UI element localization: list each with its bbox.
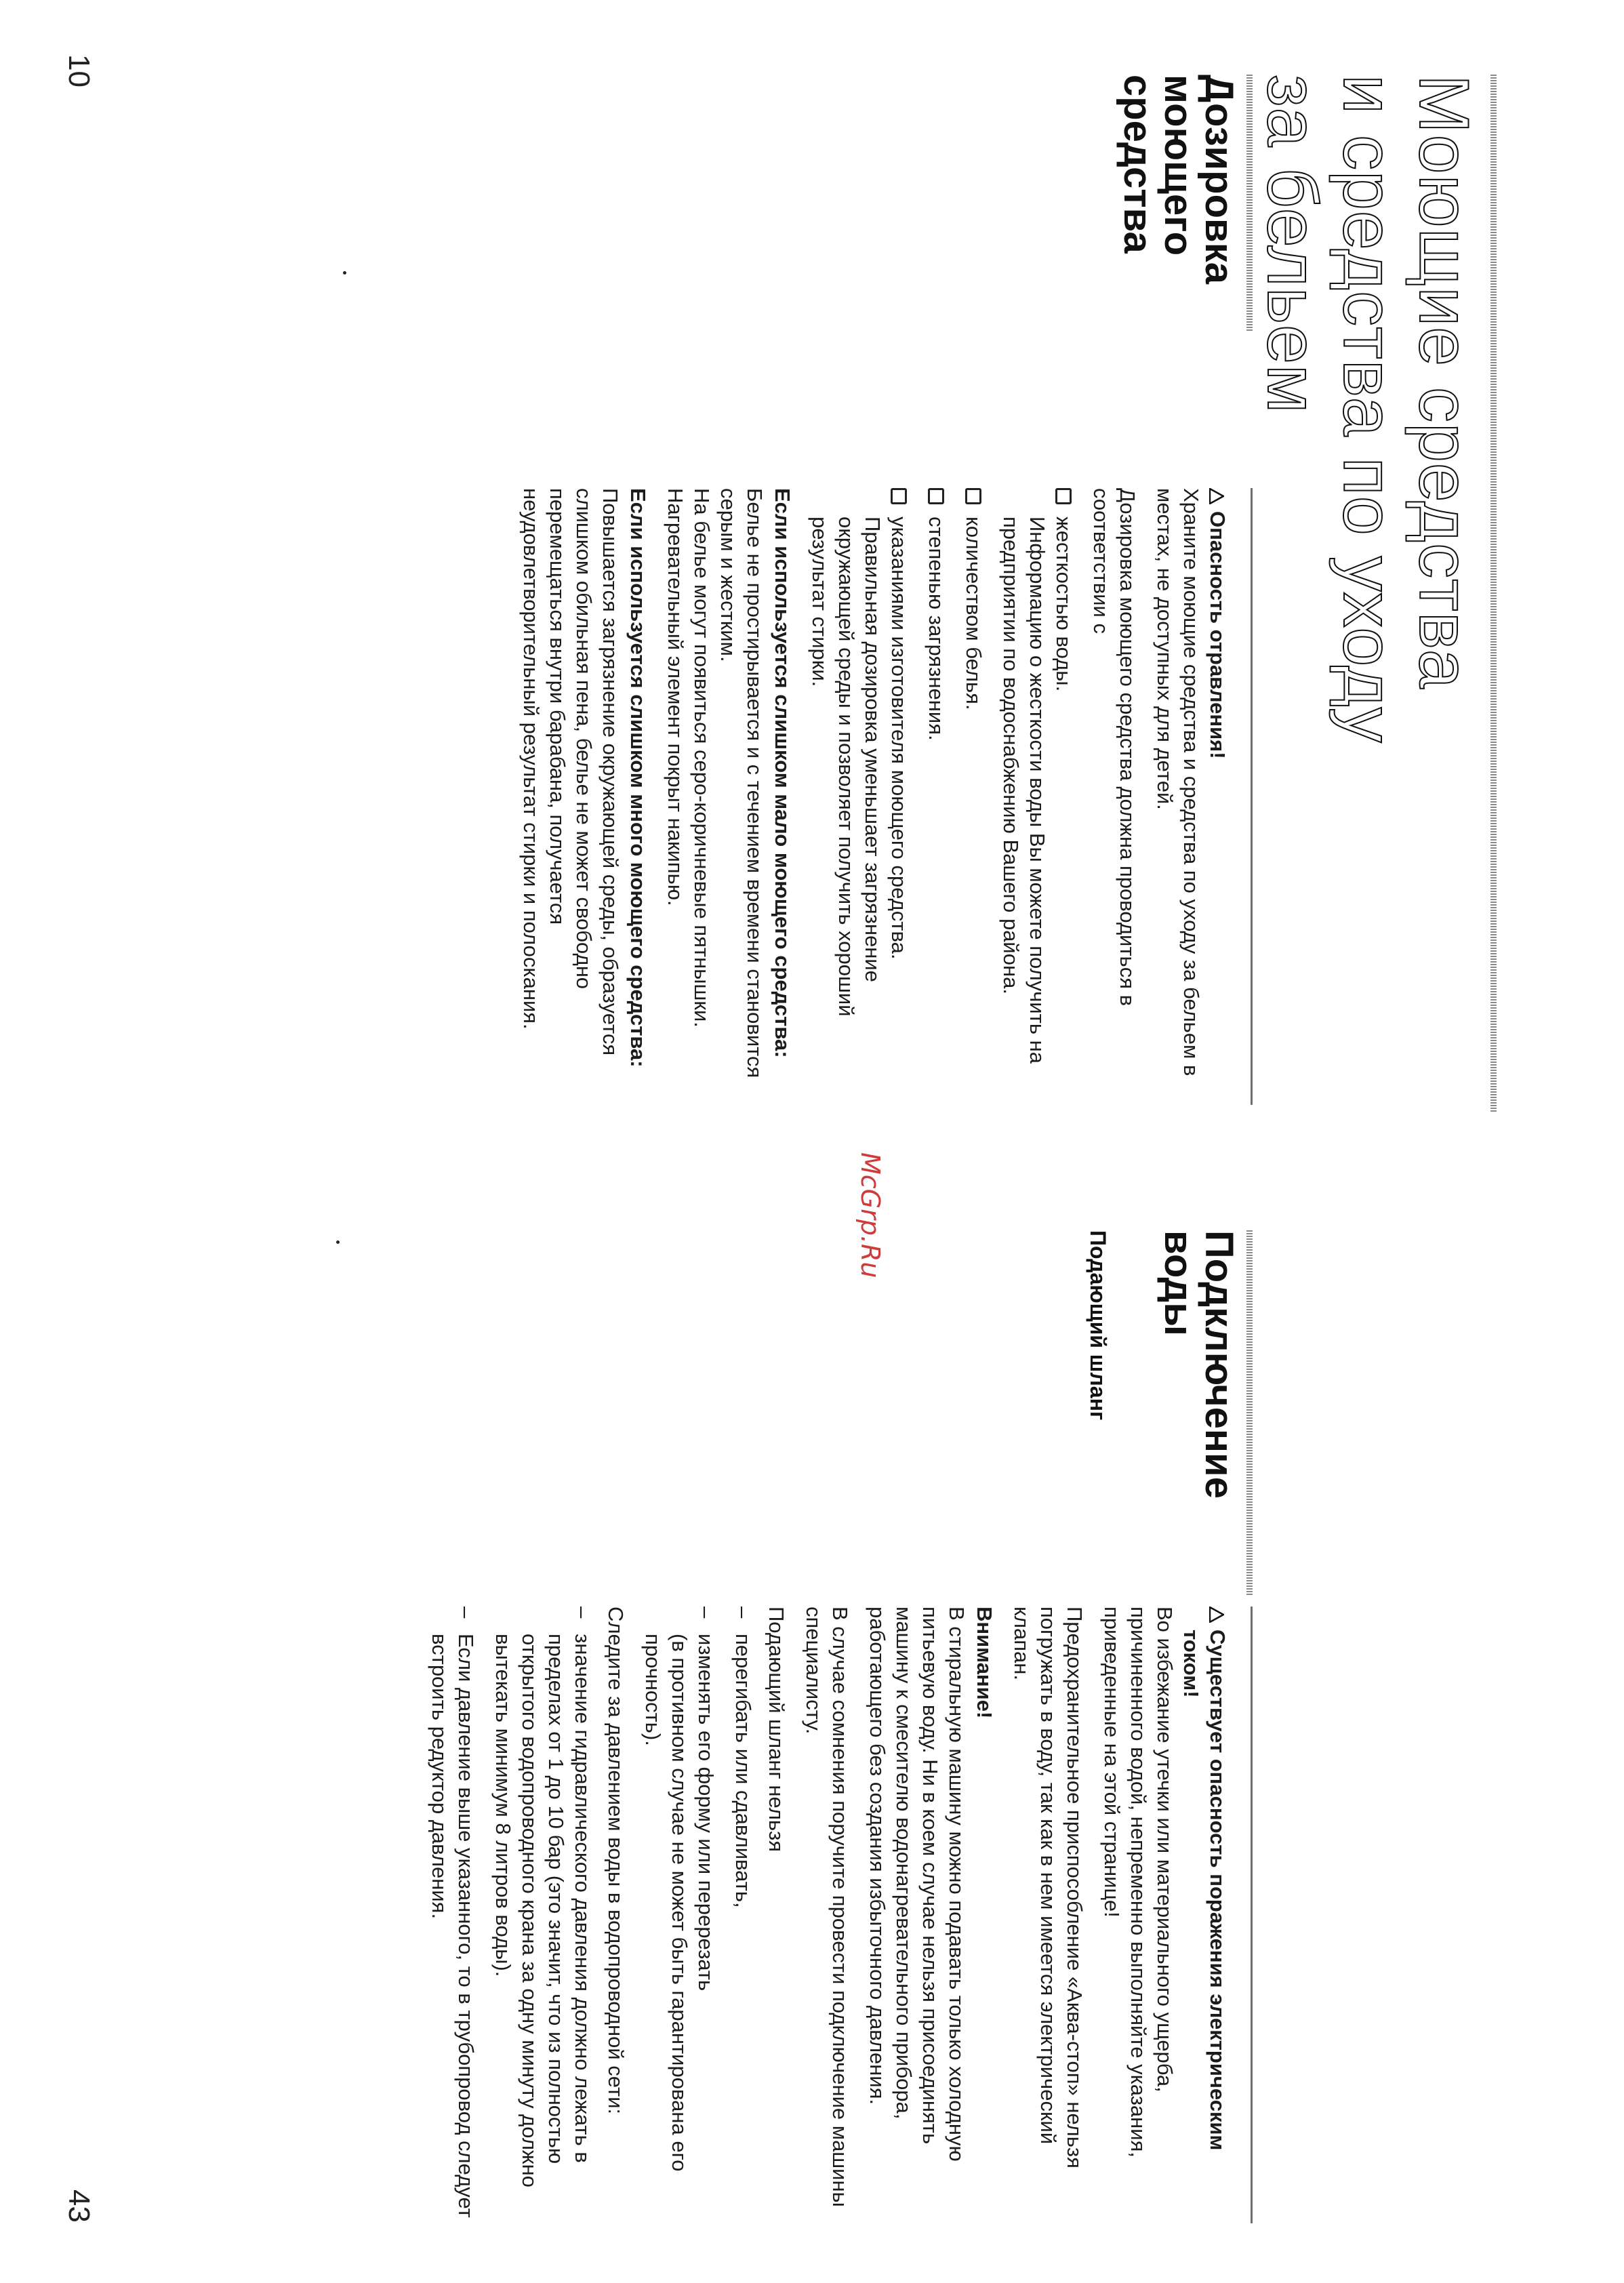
- too-much-heading: Если используется слишком много моющего средства:: [626, 488, 650, 1068]
- page-number-left: 10: [62, 54, 96, 87]
- title-line: и средства по уходу: [1328, 75, 1407, 744]
- title-top-rule: [1490, 75, 1497, 1112]
- poison-warning-text: Храните моющие средства и средства по уходу за бельем в местах, не доступных для детей.: [1153, 488, 1203, 1076]
- too-little-text: На белье могут появиться серо-коричневые пятнышки.: [690, 488, 714, 1028]
- section-title-line: Дозировка: [1197, 75, 1241, 284]
- too-little-text: Нагревательный элемент покрыт накипью.: [664, 488, 687, 906]
- list-item: [923, 488, 950, 1105]
- dash-bullet: –: [731, 1607, 755, 1619]
- section-title-dosage: [1117, 75, 1239, 380]
- list-item: [960, 488, 987, 1105]
- list-item-text: степенью загрязнения.: [925, 517, 948, 741]
- dash-bullet: –: [454, 1607, 478, 1619]
- list-item-text: жесткостью воды.: [1052, 517, 1076, 692]
- page-number-right: 43: [62, 2189, 96, 2223]
- list-item: [807, 488, 912, 1105]
- too-little-text: Белье не простирывается и с течением времени становится серым и жестким.: [716, 488, 767, 1078]
- section-title-line: воды: [1156, 1230, 1200, 1336]
- warning-triangle-icon: [1209, 1607, 1224, 1623]
- page-title: [1254, 75, 1482, 1362]
- attention-title: Внимание!: [973, 1607, 996, 1719]
- checkbox-bullet-icon: [891, 488, 907, 504]
- poison-warning-title: Опасность отравления!: [1206, 511, 1230, 759]
- poison-warning: [1204, 488, 1231, 1105]
- list-item-text: количеством белья.: [962, 517, 986, 710]
- list-item: [490, 1607, 596, 2223]
- water-connection-column: [415, 1607, 1231, 2223]
- list-item-text: перегибать или сдавливать,: [731, 1634, 755, 1908]
- too-little-heading: Если используется слишком мало моющего средства:: [771, 488, 794, 1058]
- title-line: за бельем: [1253, 75, 1331, 414]
- list-item-subtext: Правильная дозировка уменьшает загрязнение окружающей среды и позволяет получить хороший результат стирки.: [808, 517, 885, 1017]
- section-rule: [1246, 75, 1253, 332]
- scan-speck: [343, 271, 346, 275]
- column-top-rule: [1251, 1607, 1253, 2223]
- dash-bullet: –: [694, 1607, 718, 1619]
- list-item-text: значение гидравлического давления должно лежать в пределах от 1 до 10 бар (это значит, что из полностью открытого водопроводного крана за одну минуту должно вытекать минимум 8 литров воды).: [491, 1634, 594, 2188]
- warning-triangle-icon: [1209, 488, 1224, 504]
- scan-speck: [336, 1240, 340, 1244]
- electric-warning: [1178, 1607, 1231, 2223]
- checkbox-bullet-icon: [965, 488, 981, 504]
- aquastop-text: Предохранительное приспособление «Аква-стоп» нельзя погружать в воду, так как в нем имеется электрический клапан.: [1010, 1607, 1087, 2168]
- pressure-intro: Следите за давлением воды в водопроводной сети:: [604, 1607, 628, 2115]
- list-item: [730, 1607, 756, 2223]
- dosage-column: [507, 488, 1231, 1105]
- doubt-text: В случае сомнения поручите провести подключение машины специалисту.: [802, 1607, 852, 2207]
- list-item: [426, 1607, 479, 2223]
- list-item-text: указаниями изготовителя моющего средства.: [887, 517, 911, 960]
- dosage-criteria-list: [807, 488, 1077, 1105]
- title-line: Моющие средства: [1404, 75, 1483, 689]
- electric-warning-title: Существует опасность поражения электрическим током!: [1179, 1629, 1230, 2151]
- section-rule: [1246, 1230, 1253, 1596]
- section-title-line: средства: [1116, 75, 1160, 254]
- electric-warning-text: Во избежание утечки или материального ущерба, причиненного водой, непременно выполняйте указания, приведенные на этой странице!: [1100, 1607, 1177, 2158]
- list-item: [640, 1607, 719, 2223]
- inlet-hose-label: Подающий шланг: [1086, 1230, 1110, 1421]
- section-title-line: Подключение: [1197, 1230, 1241, 1499]
- list-item-text: Если давление выше указанного, то в трубопровод следует встроить редуктор давления.: [428, 1634, 478, 2218]
- list-item-subtext: (в противном случае не может быть гарантирована его прочность).: [641, 1634, 691, 2172]
- column-top-rule: [1251, 488, 1253, 1105]
- watermark: McGrp.Ru: [855, 1152, 885, 1278]
- section-title-water-connection: [1158, 1230, 1239, 1596]
- checkbox-bullet-icon: [1055, 488, 1072, 504]
- pressure-list: [426, 1607, 596, 2223]
- attention-text: В стиральную машину можно подавать только холодную питьевую воду. Ни в коем случае нельзя присоединять машину к смесителю водонагревательного прибора, работающего без создания избыточного давления.: [866, 1607, 969, 2162]
- list-item-subtext: Информацию о жесткости воды Вы можете получить на предприятии по водоснабжению Вашего района.: [999, 517, 1049, 1064]
- hose-restrictions-list: [640, 1607, 756, 2223]
- section-title-line: моющего: [1156, 75, 1200, 256]
- hose-intro: Подающий шланг нельзя: [765, 1607, 788, 1852]
- too-much-text: Повышается загрязнение окружающей среды, образуется слишком обильная пена, белье не может свободно перемещаться внутри барабана, получается неудовлетворительный результат стирки и полоскания.: [519, 488, 622, 1056]
- list-item: [998, 488, 1077, 1105]
- list-item-text: изменять его форму или перерезать: [694, 1634, 718, 1992]
- checkbox-bullet-icon: [928, 488, 944, 504]
- dosage-intro: Дозировка моющего средства должна проводиться в соответствии с: [1089, 488, 1139, 1007]
- dash-bullet: –: [571, 1607, 594, 1619]
